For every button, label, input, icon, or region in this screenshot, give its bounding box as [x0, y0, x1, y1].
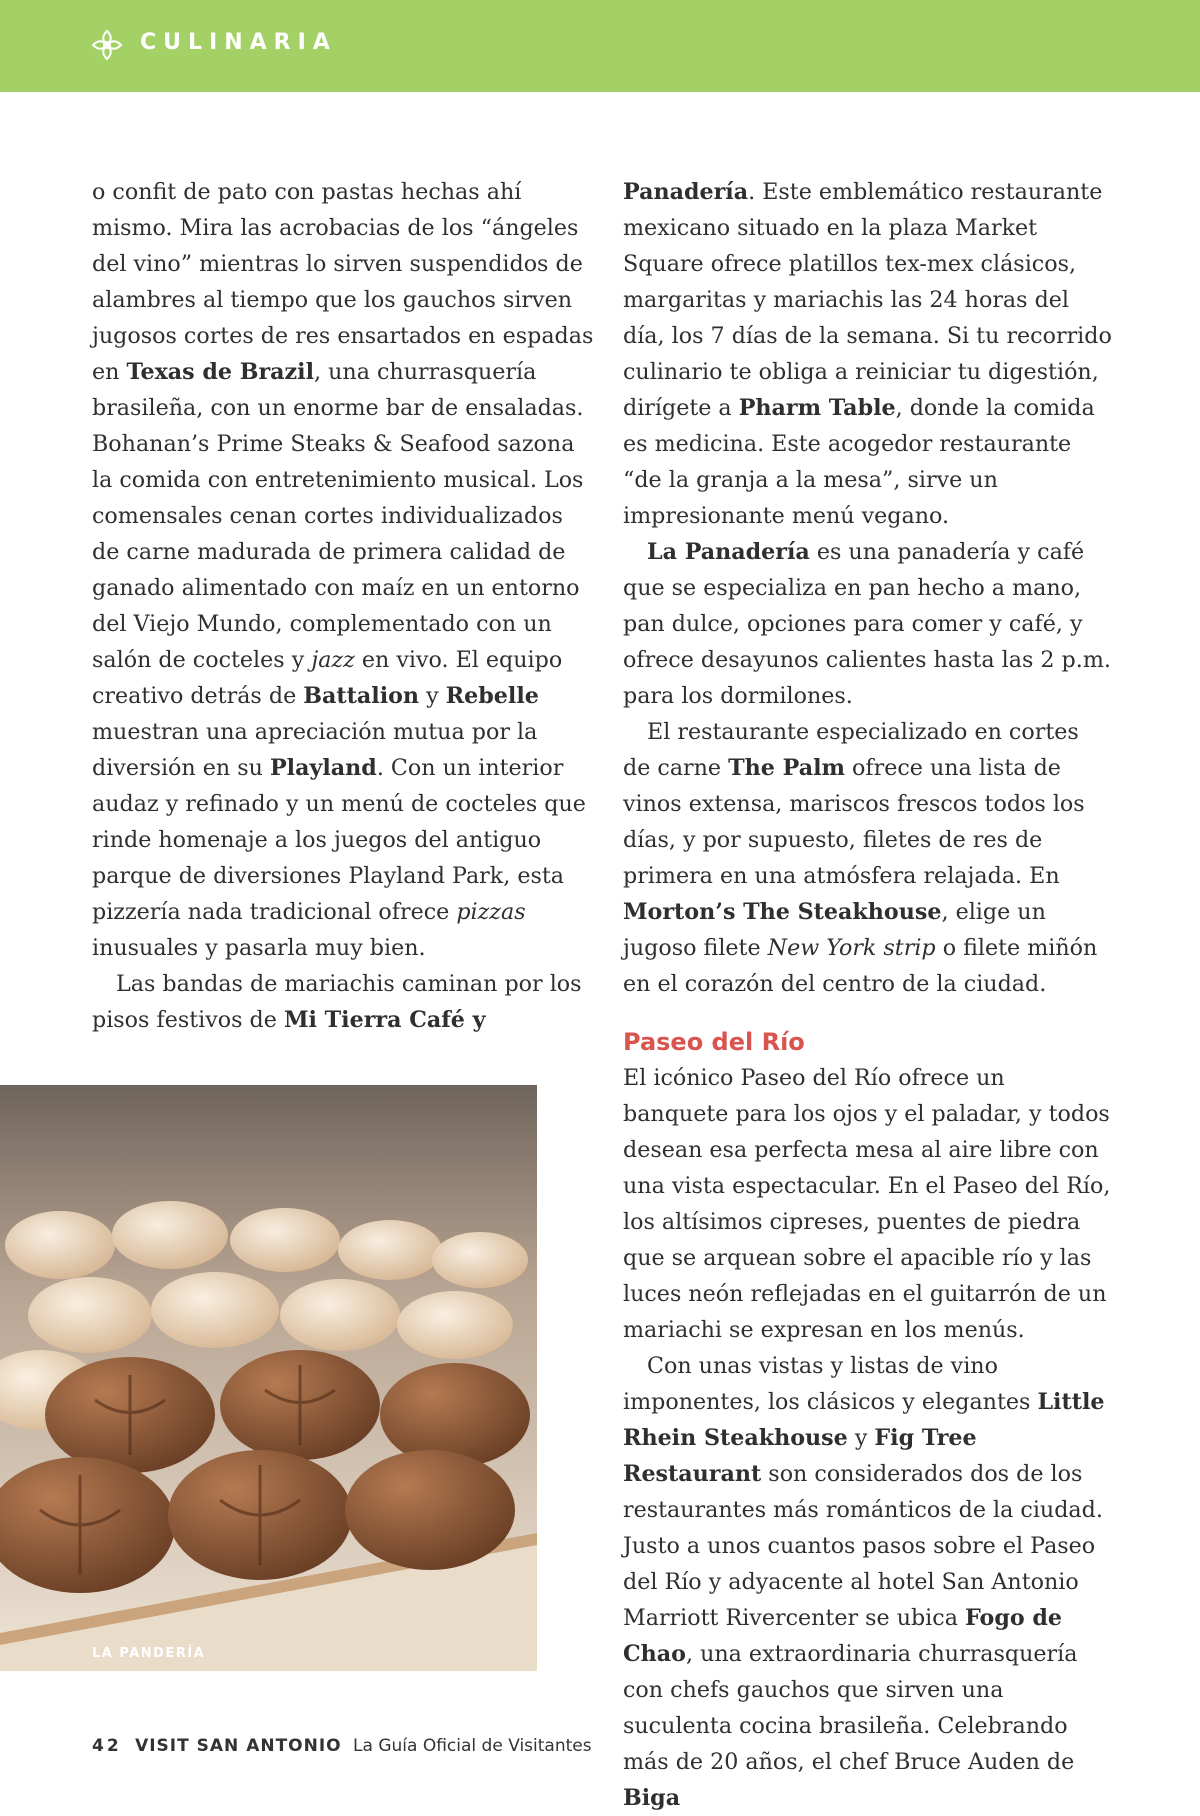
article-column-right — [623, 174, 1113, 1816]
venue-name: Texas de Brazil — [126, 359, 315, 385]
venue-name: La Panadería — [647, 539, 810, 565]
text-run: es una panadería y café que se especializa en pan hecho a mano, pan dulce, opciones para comer y café, y ofrece desayunos calientes hasta las 2 p.m. para los dormilones. — [623, 539, 1111, 709]
text-run: , donde la comida es medicina. Este acogedor restaurante “de la granja a la mesa”, sirve un impresionante menú vegano. — [623, 395, 1095, 529]
text-run: , una extraordinaria churrasquería con chefs gauchos que sirven una suculenta cocina brasileña. Celebrando más de 20 años, el chef Bruce Auden de — [623, 1641, 1078, 1775]
article-column-left — [92, 174, 597, 1038]
bakery-photo — [0, 1085, 537, 1671]
text-run: y — [847, 1425, 875, 1451]
text-run: o filete miñón en el corazón del centro de la ciudad. — [623, 935, 1098, 997]
paragraph — [623, 714, 1113, 1002]
venue-name: Rebelle — [445, 683, 539, 709]
text-run: o confit de pato con pastas hechas ahí mismo. Mira las acrobacias de los “ángeles del vino” mientras lo sirven suspendidos de alambres al tiempo que los gauchos sirven jugosos cortes de res ensartados en espadas en — [92, 179, 594, 385]
text-run: El restaurante especializado en cortes de carne — [623, 719, 1079, 781]
flower-logo-icon — [90, 28, 124, 62]
section-subheading: Paseo del Río — [623, 1028, 805, 1056]
italic-term: jazz — [311, 647, 355, 673]
text-run: , una churrasquería brasileña, con un enorme bar de ensaladas. Bohanan’s Prime Steaks & Seafood sazona la comida con entretenimiento musical. Los comensales cenan cortes individualizados de carne madurada de primera calidad de ganado alimentado con maíz en un entorno del Viejo Mundo, complementado con un salón de cocteles y — [92, 359, 584, 673]
venue-name: Battalion — [303, 683, 420, 709]
venue-name: Biga — [623, 1785, 681, 1811]
text-run: y — [419, 683, 446, 709]
page-number: 42 — [92, 1736, 122, 1756]
paragraph — [623, 1060, 1113, 1348]
venue-name: Mi Tierra Café y — [283, 1007, 486, 1033]
magazine-title: VISIT SAN ANTONIO — [135, 1736, 342, 1756]
text-run: en vivo. El equipo creativo detrás de — [92, 647, 563, 709]
paragraph — [623, 534, 1113, 714]
text-run: son considerados dos de los restaurantes más románticos de la ciudad. Justo a unos cuantos pasos sobre el Paseo del Río y adyacente al hotel San Antonio Marriott Rivercenter se ubica — [623, 1461, 1103, 1631]
text-run: Con unas vistas y listas de vino imponentes, los clásicos y elegantes — [623, 1353, 1038, 1415]
photo-caption: LA PANDERÍA — [92, 1646, 206, 1661]
venue-name: Panadería — [623, 179, 749, 205]
magazine-subtitle: La Guía Oficial de Visitantes — [353, 1736, 592, 1756]
section-header-bar — [0, 0, 1200, 92]
venue-name: Morton’s The Steakhouse — [623, 899, 942, 925]
italic-term: pizzas — [456, 899, 526, 925]
italic-term: New York strip — [767, 935, 936, 961]
section-title: CULINARIA — [140, 30, 337, 55]
text-run: , elige un jugoso filete — [623, 899, 1046, 961]
text-run: muestran una apreciación mutua por la diversión en su — [92, 719, 538, 781]
paragraph — [623, 1348, 1113, 1816]
page-footer — [92, 1736, 592, 1756]
venue-name: The Palm — [728, 755, 845, 781]
venue-name: Little Rhein Steakhouse — [623, 1389, 1105, 1451]
text-run: ofrece una lista de vinos extensa, mariscos frescos todos los días, y por supuesto, filetes de res de primera en una atmósfera relajada. En — [623, 755, 1085, 889]
text-run: inusuales y pasarla muy bien. — [92, 935, 426, 961]
paragraph — [623, 174, 1113, 534]
venue-name: Playland — [269, 755, 377, 781]
text-run: El icónico Paseo del Río ofrece un banquete para los ojos y el paladar, y todos desean esa perfecta mesa al aire libre con una vista espectacular. En el Paseo del Río, los altísimos cipreses, puentes de piedra que se arquean sobre el apacible río y las luces neón reflejadas en el guitarrón de un mariachi se expresan en los menús. — [623, 1065, 1111, 1343]
text-run: . Con un interior audaz y refinado y un menú de cocteles que rinde homenaje a los juegos del antiguo parque de diversiones Playland Park, esta pizzería nada tradicional ofrece — [92, 755, 586, 925]
text-run: Las bandas de mariachis caminan por los pisos festivos de — [92, 971, 582, 1033]
venue-name: Pharm Table — [738, 395, 896, 421]
paragraph — [92, 174, 597, 966]
paragraph — [92, 966, 597, 1038]
venue-name: Fogo de Chao — [623, 1605, 1063, 1667]
text-run: . Este emblemático restaurante mexicano situado en la plaza Market Square ofrece platillos tex-mex clásicos, margaritas y mariachis las 24 horas del día, los 7 días de la semana. Si tu recorrido culinario te obliga a reiniciar tu digestión, dirígete a — [623, 179, 1112, 421]
venue-name: Fig Tree Restaurant — [623, 1425, 977, 1487]
